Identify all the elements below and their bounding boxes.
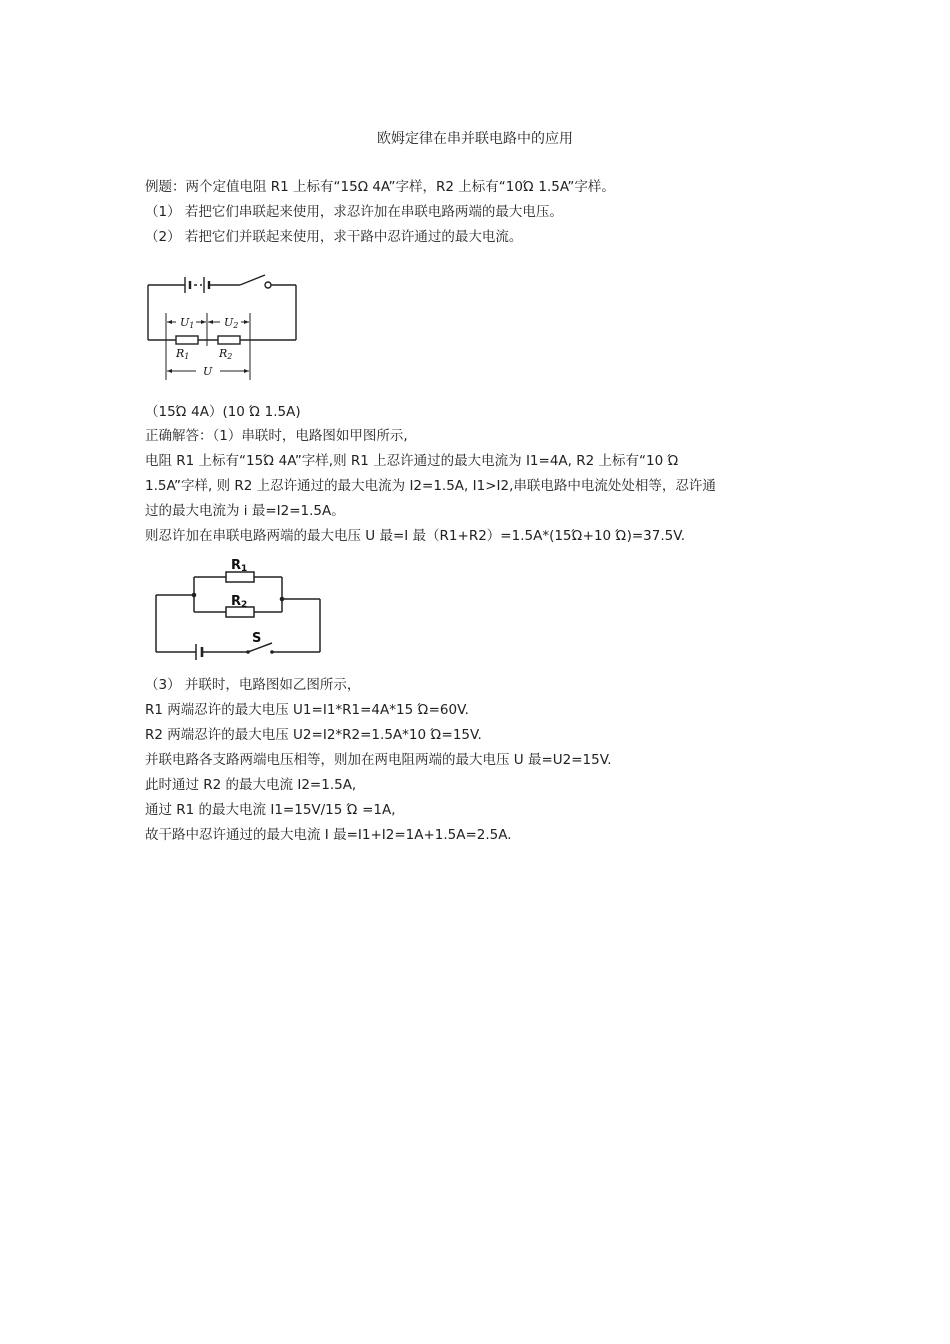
label-r1-parallel: R1: [231, 558, 248, 574]
answer-paragraph-line-2: 1.5A”字样, 则 R2 上忍许通过的最大电流为 I2=1.5A, I1>I2,串联电路中电流处处相等，忍许通: [145, 478, 716, 494]
problem-intro: 例题：两个定值电阻 R1 上标有“15Ω 4A”字样，R2 上标有“10Ώ 1.5A”字样。: [145, 179, 615, 195]
page-title: 欧姆定律在串并联电路中的应用: [377, 131, 573, 147]
series-max-voltage: 则忍许加在串联电路两端的最大电压 U 最=I 最（R1+R2）=1.5A*(15Ώ+10 Ώ)=37.5V.: [145, 528, 686, 544]
parallel-max-voltage: 并联电路各支路两端电压相等，则加在两电阻两端的最大电压 U 最=U2=15V.: [145, 752, 612, 768]
r1-max-current: 通过 R1 的最大电流 I1=15V/15 Ώ =1A,: [145, 802, 396, 818]
parallel-heading: （3） 并联时，电路图如乙图所示，: [145, 677, 361, 693]
label-r2-parallel: R2: [231, 594, 248, 610]
question-2: （2） 若把它们并联起来使用，求干路中忍许通过的最大电流。: [145, 229, 523, 245]
label-u: U: [203, 365, 213, 378]
trunk-max-current: 故干路中忍许通过的最大电流 I 最=I1+I2=1A+1.5A=2.5A.: [145, 827, 512, 843]
r2-max-current: 此时通过 R2 的最大电流 I2=1.5A,: [145, 777, 357, 793]
parallel-circuit-diagram: [148, 552, 328, 667]
label-u1: U1: [180, 316, 195, 330]
label-switch: S: [252, 631, 262, 646]
ratings-line: （15Ώ 4A）(10 Ώ 1.5A): [145, 404, 301, 420]
r1-max-voltage: R1 两端忍许的最大电压 U1=I1*R1=4A*15 Ώ=60V.: [145, 702, 469, 718]
question-1: （1） 若把它们串联起来使用，求忍许加在串联电路两端的最大电压。: [145, 204, 563, 220]
answer-paragraph-line-3: 过的最大电流为 i 最=I2=1.5A。: [145, 503, 345, 519]
label-r2: R2: [219, 347, 233, 361]
r2-max-voltage: R2 两端忍许的最大电压 U2=I2*R2=1.5A*10 Ώ=15V.: [145, 727, 482, 743]
answer-paragraph-line-1: 电阻 R1 上标有“15Ώ 4A”字样,则 R1 上忍许通过的最大电流为 I1=4A, R2 上标有“10 Ώ: [145, 453, 679, 469]
series-circuit-diagram: [140, 268, 305, 386]
answer-heading: 正确解答：（1）串联时，电路图如甲图所示,: [145, 428, 408, 444]
label-u2: U2: [224, 316, 239, 330]
label-r1: R1: [176, 347, 190, 361]
